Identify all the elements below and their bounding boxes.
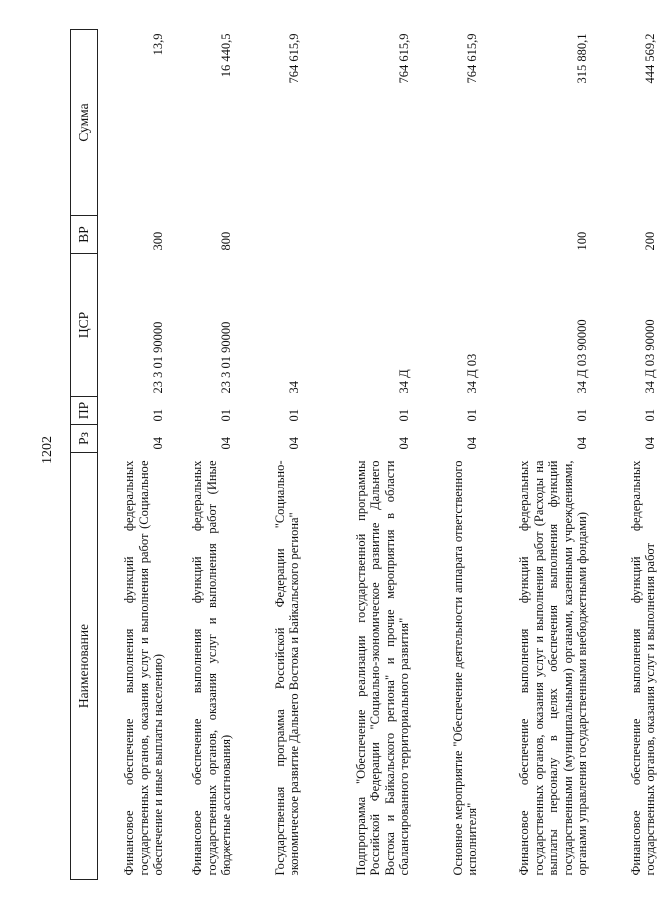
row-pr: 01 xyxy=(575,409,589,422)
header-name: Наименование xyxy=(71,453,98,880)
row-name: Финансовое обеспечение выполнения функций федеральных государственных органов, оказания услуг и выполнения работ xyxy=(628,460,657,876)
table-row xyxy=(412,30,480,880)
row-sum: 315 880,1 xyxy=(575,33,589,84)
row-vr xyxy=(234,216,302,254)
row-sum: 764 615,9 xyxy=(397,33,411,84)
row-pr: 01 xyxy=(465,409,479,422)
header-sum: Сумма xyxy=(71,30,98,216)
row-csr: 34 Д 03 xyxy=(465,353,479,394)
header-pr: ПР xyxy=(71,397,98,425)
row-sum: 444 569,2 xyxy=(643,33,657,84)
table-row xyxy=(480,30,590,880)
row-csr: 34 Д 03 90000 xyxy=(575,319,589,394)
row-sum: 764 615,9 xyxy=(465,33,479,84)
header-csr: ЦСР xyxy=(71,254,98,397)
row-pr: 01 xyxy=(643,409,657,422)
table-row xyxy=(166,30,234,880)
row-pr: 01 xyxy=(397,409,411,422)
row-rz: 04 xyxy=(465,437,479,450)
row-rz: 04 xyxy=(575,437,589,450)
row-csr: 23 3 01 90000 xyxy=(219,321,233,394)
row-sum: 13,9 xyxy=(151,33,165,56)
header-vr: ВР xyxy=(71,216,98,254)
row-rz: 04 xyxy=(219,437,233,450)
row-name: Финансовое обеспечение выполнения функций федеральных государственных органов, оказания услуг и выполнения работ (Иные бюджетные ассигнования) xyxy=(190,460,233,876)
row-vr: 100 xyxy=(575,231,589,251)
row-name: Финансовое обеспечение выполнения функций федеральных государственных органов, оказания услуг и выполнения работ (Социальное обеспечение и иные выплаты населению) xyxy=(122,460,165,876)
row-vr: 800 xyxy=(219,231,233,251)
budget-table-rotated xyxy=(70,30,657,880)
row-pr: 01 xyxy=(287,409,301,422)
row-rz: 04 xyxy=(397,437,411,450)
row-sum: 16 440,5 xyxy=(219,33,233,78)
header-rz: Рз xyxy=(71,425,98,453)
row-csr: 34 Д xyxy=(397,369,411,394)
row-rz: 04 xyxy=(643,437,657,450)
row-name: Государственная программа Российской Федерации "Социально-экономическое развитие Дальнего Востока и Байкальского региона" xyxy=(272,460,301,876)
row-vr xyxy=(302,216,412,254)
row-csr: 23 3 01 90000 xyxy=(151,321,165,394)
row-vr: 300 xyxy=(151,231,165,251)
row-sum: 764 615,9 xyxy=(287,33,301,84)
row-name: Подпрограмма "Обеспечение реализации государственной программы Российской Федерации "Социально-экономическое развитие Дальнего Востока и Байкальского региона" и прочие мероприятия в области сбалансированного территориального развития" xyxy=(353,460,411,876)
page-number: 1202 xyxy=(40,436,55,464)
row-name: Финансовое обеспечение выполнения функций федеральных государственных органов, оказания услуг и выполнения работ (Расходы на выплаты персоналу в целях обеспечения выполнения функций государственными (муниципальными) органами, казенными учреждениями, органами управления государственными внебюджетными фондами) xyxy=(517,460,589,876)
budget-table xyxy=(70,29,658,880)
row-name: Основное мероприятие "Обеспечение деятельности аппарата ответственного исполнителя" xyxy=(450,460,479,876)
table-row xyxy=(234,30,302,880)
row-csr: 34 Д 03 90000 xyxy=(643,319,657,394)
row-rz: 04 xyxy=(287,437,301,450)
row-rz: 04 xyxy=(151,437,165,450)
table-row xyxy=(98,30,166,880)
table-row xyxy=(590,30,658,880)
row-pr: 01 xyxy=(219,409,233,422)
row-csr: 34 xyxy=(287,381,301,394)
row-vr: 200 xyxy=(643,231,657,251)
table-row xyxy=(302,30,412,880)
row-pr: 01 xyxy=(151,409,165,422)
table-header-row xyxy=(71,30,98,880)
row-vr xyxy=(412,216,480,254)
